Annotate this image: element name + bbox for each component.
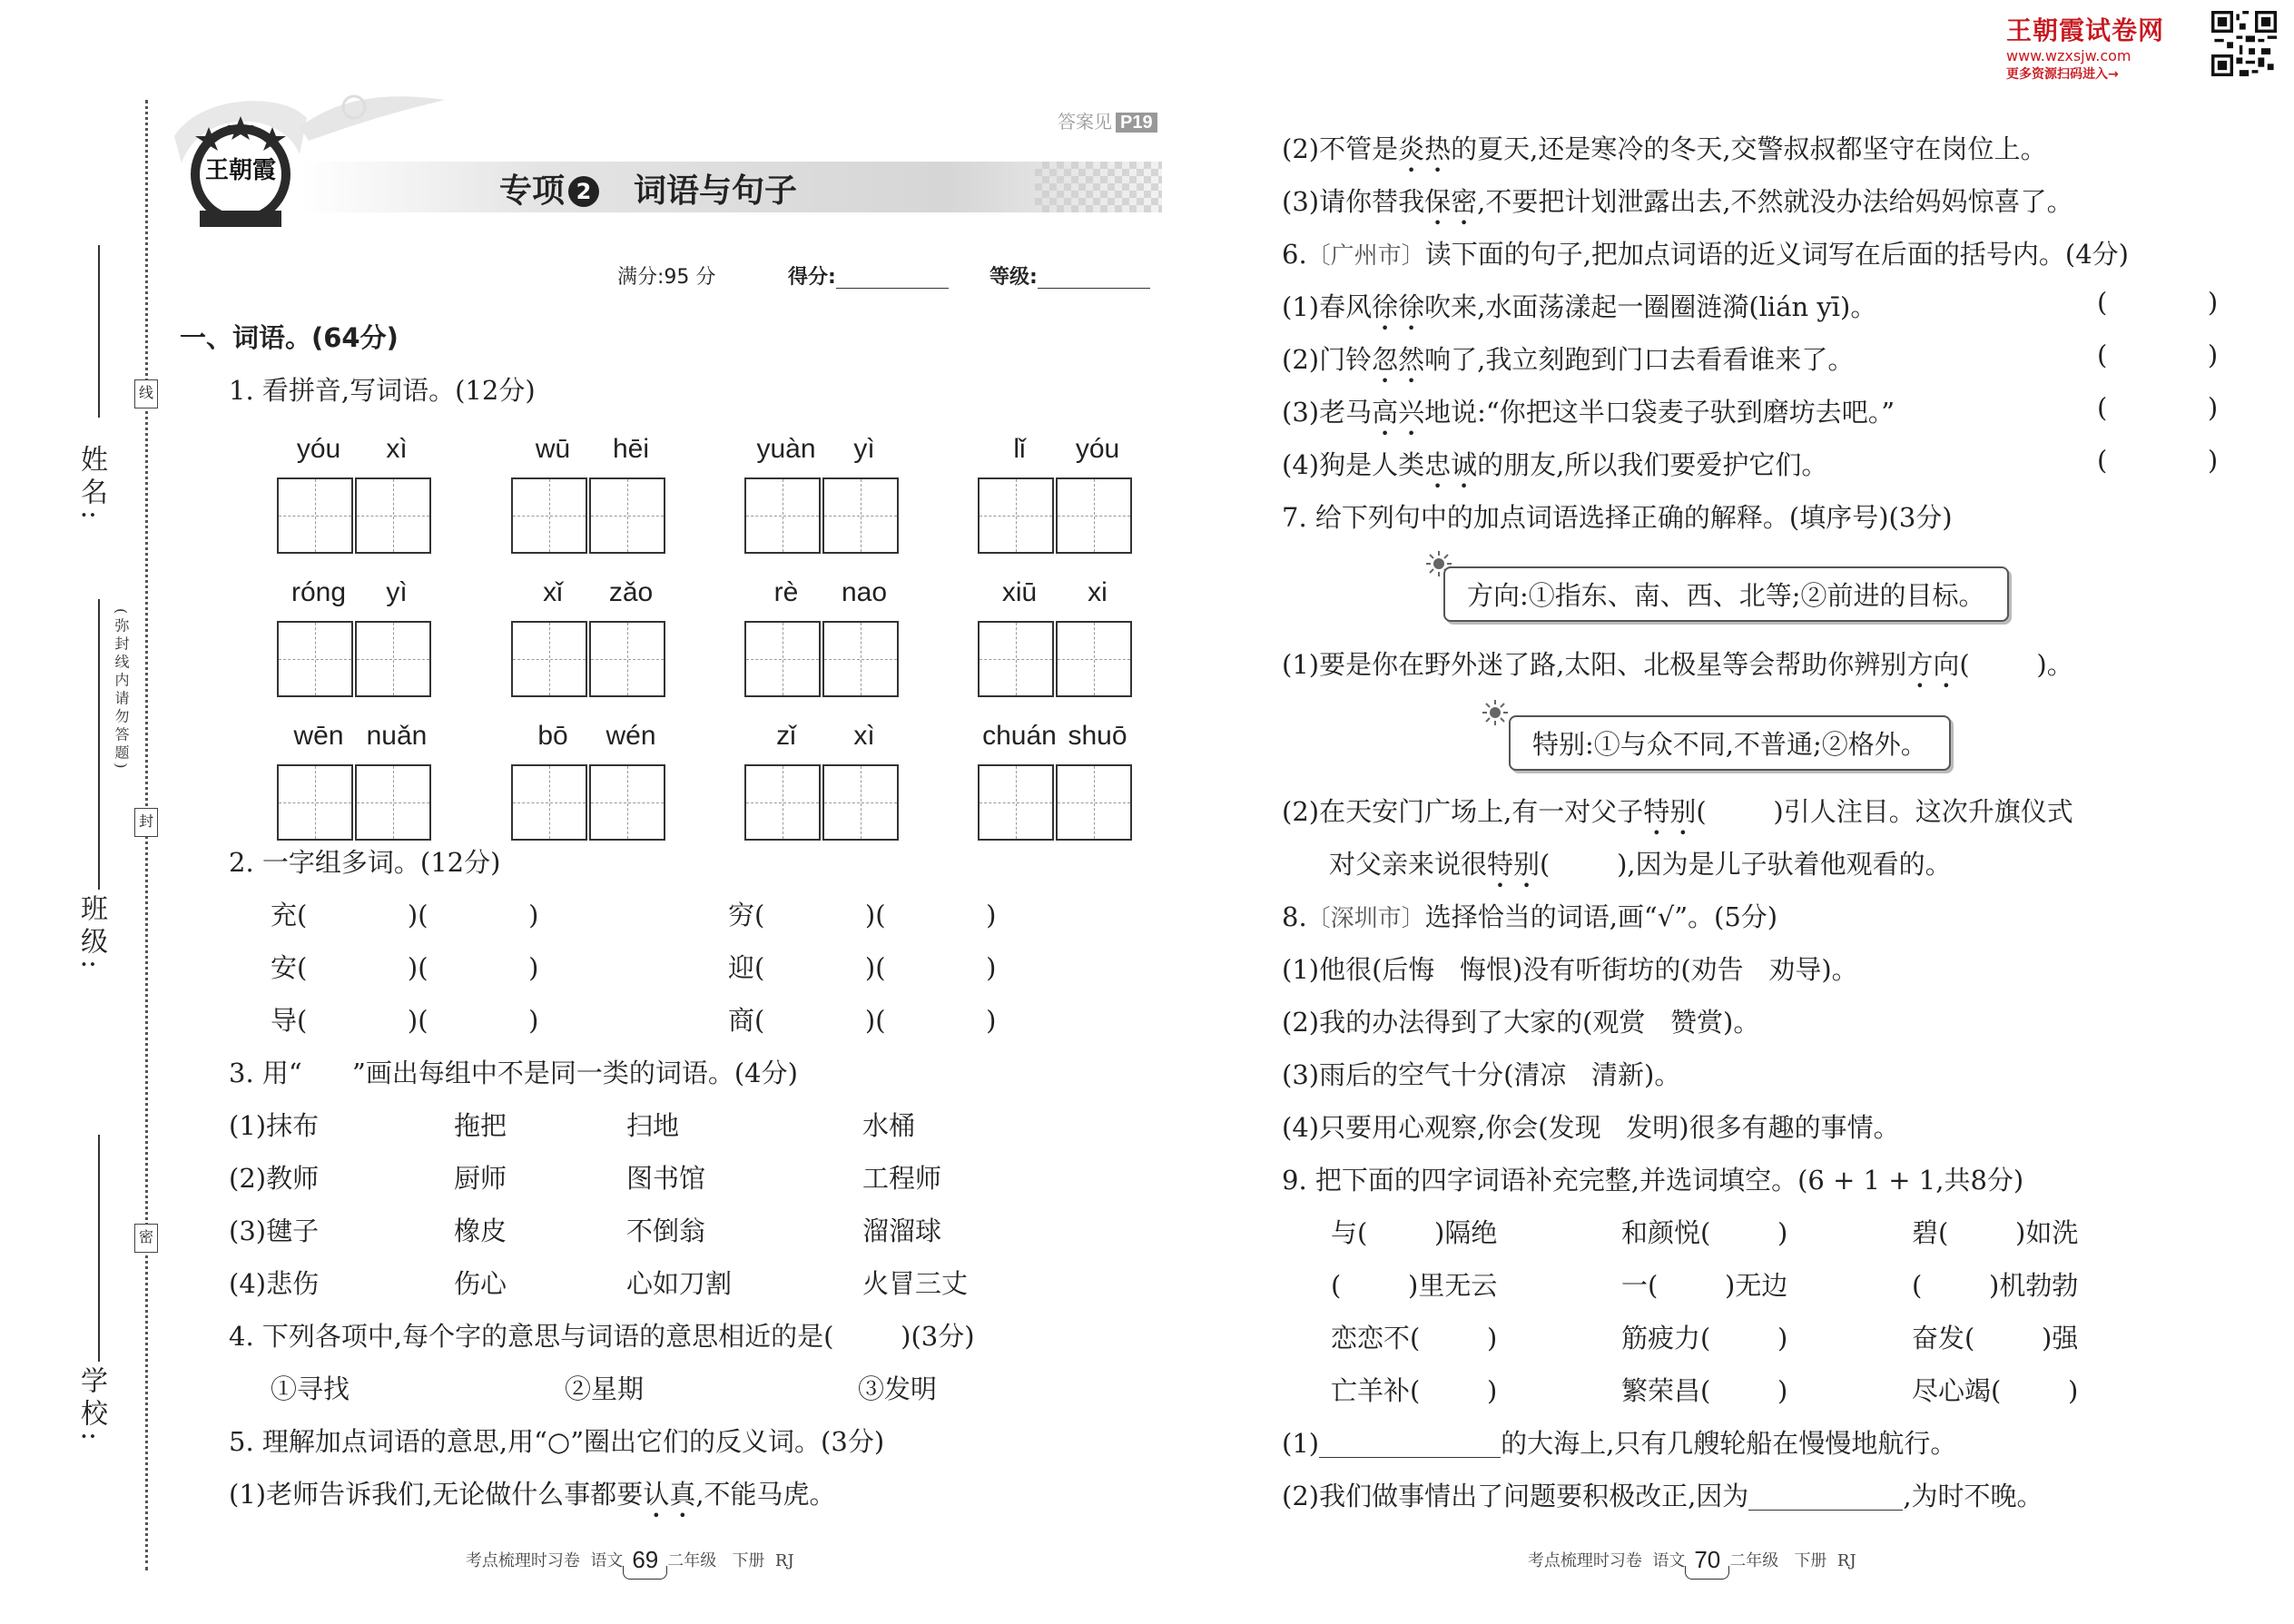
pinyin-syllable: nuǎn — [366, 721, 428, 751]
q3-word[interactable]: 厨师 — [454, 1163, 507, 1194]
pinyin-syllable: chuán — [982, 721, 1057, 751]
special-number-badge: 2 — [568, 176, 599, 207]
seal-box-line: 线 — [134, 379, 158, 408]
dotted-word[interactable]: 炎热 — [1398, 133, 1452, 164]
q3-word-first[interactable]: (3)毽子 — [229, 1216, 320, 1246]
school-label: 学校: — [75, 1366, 107, 1447]
answer-reference: 答案见 P19 — [1058, 107, 1157, 133]
name-blank-line — [98, 245, 100, 418]
q5-prompt: 5. 理解加点词语的意思,用“○”圈出它们的反义词。(3分) — [229, 1426, 885, 1457]
idiom-blank[interactable]: 奋发( )强 — [1912, 1323, 2079, 1353]
pinyin-syllable: wū — [535, 434, 571, 464]
tianzi-writing-box[interactable] — [589, 621, 665, 697]
pinyin-syllable: yóu — [296, 434, 341, 464]
q7-prompt: 7. 给下列句中的加点词语选择正确的解释。(填序号)(3分) — [1282, 502, 1953, 533]
q3-prompt: 3. 用“ ”画出每组中不是同一类的词语。(4分) — [229, 1058, 798, 1088]
seal-box-seal: 封 — [134, 808, 158, 837]
q4-prompt: 4. 下列各项中,每个字的意思与词语的意思相近的是( )(3分) — [229, 1321, 975, 1352]
idiom-blank[interactable]: 一( )无边 — [1621, 1270, 1788, 1301]
q7-sentence-2-cont: 对父亲来说很特别( ),因为是儿子驮着他观看的。 — [1329, 849, 1952, 880]
q3-word[interactable]: 橡皮 — [454, 1216, 507, 1246]
pinyin-syllable: yóu — [1075, 434, 1120, 464]
pinyin-syllable: xi — [1088, 577, 1108, 607]
pinyin-syllable: shuō — [1068, 721, 1127, 751]
dotted-word[interactable]: 特别 — [1643, 796, 1697, 827]
logo-text: 王朝霞 — [204, 157, 277, 184]
tianzi-writing-box[interactable] — [1056, 477, 1132, 554]
q9-fill-1: (1) 的大海上,只有几艘轮船在慢慢地航行。 — [1282, 1428, 1957, 1459]
q6-item: (1)春风徐徐吹来,水面荡漾起一圈圈涟漪(lián yī)。 — [1282, 291, 1877, 322]
pinyin-syllable: xiū — [1001, 577, 1038, 607]
tianzi-writing-box[interactable] — [589, 764, 665, 841]
sun-icon — [1482, 699, 1509, 726]
full-score: 满分:95 分 — [617, 266, 716, 289]
q7-sentence-1: (1)要是你在野外迷了路,太阳、北极星等会帮助你辨别方向( )。 — [1282, 649, 2073, 680]
q3-word-first[interactable]: (4)悲伤 — [229, 1268, 320, 1299]
q8-prompt: 8.〔深圳市〕选择恰当的词语,画“√”。(5分) — [1282, 901, 1778, 932]
pinyin-syllable: zǎo — [608, 577, 654, 607]
pinyin-syllable: hēi — [612, 434, 650, 464]
pinyin-syllable: rè — [773, 577, 799, 607]
pinyin-syllable: wēn — [293, 721, 344, 751]
q6-item: (3)老马高兴地说:“你把这半口袋麦子驮到磨坊去吧。” — [1282, 397, 1895, 428]
tianzi-writing-box[interactable] — [355, 477, 431, 554]
dotted-word[interactable]: 徐徐 — [1372, 291, 1425, 322]
page-number: 69 — [632, 1546, 659, 1573]
region-tag: 〔深圳市〕 — [1306, 905, 1425, 932]
tianzi-writing-box[interactable] — [277, 477, 353, 554]
seal-note: (弥封线内请勿答题) — [113, 608, 130, 773]
brand-url[interactable]: www.wzxsjw.com — [2006, 47, 2132, 64]
q4-option[interactable]: ①寻找 — [271, 1373, 350, 1404]
seal-box-secret: 密 — [134, 1224, 158, 1253]
q8-item[interactable]: (1)他很(后悔 悔恨)没有听街坊的(劝告 劝导)。 — [1282, 954, 1858, 985]
tianzi-writing-box[interactable] — [511, 764, 587, 841]
q1-prompt: 1. 看拼音,写词语。(12分) — [229, 375, 536, 406]
name-label: 姓名: — [75, 445, 107, 526]
q3-word[interactable]: 拖把 — [454, 1110, 507, 1141]
idiom-blank[interactable]: 恋恋不( ) — [1331, 1323, 1498, 1353]
brand-name: 王朝霞试卷网 — [2006, 15, 2165, 45]
tianzi-writing-box[interactable] — [822, 764, 899, 841]
brand-banner[interactable] — [2006, 11, 2206, 83]
pinyin-syllable: róng — [290, 577, 347, 607]
pinyin-syllable: wén — [605, 721, 656, 751]
tianzi-writing-box[interactable] — [1056, 764, 1132, 841]
tianzi-writing-box[interactable] — [978, 764, 1054, 841]
pinyin-syllable: yì — [386, 577, 408, 607]
answer-blank[interactable] — [1748, 1487, 1903, 1511]
pinyin-syllable: yì — [853, 434, 875, 464]
q3-word[interactable]: 溜溜球 — [862, 1216, 942, 1246]
pinyin-syllable: xì — [386, 434, 408, 464]
answer-parenthesis[interactable]: ( ) — [2097, 445, 2219, 476]
school-blank-line — [98, 1135, 100, 1362]
pinyin-syllable: lǐ — [1013, 434, 1026, 464]
q8-item[interactable]: (4)只要用心观察,你会(发现 发明)很多有趣的事情。 — [1282, 1112, 1900, 1143]
idiom-blank[interactable]: 尽心竭( ) — [1912, 1375, 2079, 1406]
score-field[interactable]: 得分: — [788, 261, 949, 290]
ribbon-decoration-icon — [300, 91, 454, 145]
tianzi-writing-box[interactable] — [511, 621, 587, 697]
tianzi-writing-box[interactable] — [978, 621, 1054, 697]
q2-item[interactable]: 迎( )( ) — [728, 952, 997, 983]
q2-prompt: 2. 一字组多词。(12分) — [229, 847, 501, 878]
q6-item: (4)狗是人类忠诚的朋友,所以我们要爱护它们。 — [1282, 449, 1828, 480]
idiom-blank[interactable]: 和颜悦( ) — [1621, 1217, 1788, 1248]
idiom-blank[interactable]: ( )机勃勃 — [1912, 1270, 2079, 1301]
tianzi-writing-box[interactable] — [511, 477, 587, 554]
idiom-blank[interactable]: ( )里无云 — [1331, 1270, 1498, 1301]
q3-word-first[interactable]: (2)教师 — [229, 1163, 320, 1194]
pinyin-syllable: nao — [841, 577, 888, 607]
tianzi-writing-box[interactable] — [978, 477, 1054, 554]
class-label: 班级: — [75, 894, 107, 975]
tianzi-writing-box[interactable] — [822, 621, 899, 697]
idiom-blank[interactable]: 亡羊补( ) — [1331, 1375, 1498, 1406]
dotted-word[interactable]: 方向 — [1906, 649, 1960, 680]
q2-item[interactable]: 充( )( ) — [271, 900, 539, 930]
definition-box: 方向:①指东、南、西、北等;②前进的目标。 — [1443, 566, 2009, 622]
q9-fill-2: (2)我们做事情出了问题要积极改正,因为 ,为时不晚。 — [1282, 1481, 2043, 1511]
tianzi-writing-box[interactable] — [589, 477, 665, 554]
answer-blank[interactable] — [1319, 1434, 1501, 1458]
q4-option[interactable]: ③发明 — [858, 1373, 938, 1404]
q2-item[interactable]: 商( )( ) — [728, 1005, 997, 1036]
section-heading: 一、词语。(64分) — [180, 322, 399, 353]
dotted-word[interactable]: 认真 — [643, 1479, 696, 1510]
right-page — [1180, 0, 2294, 1624]
q9-prompt: 9. 把下面的四字词语补充完整,并选词填空。(6 + 1 + 1,共8分) — [1282, 1165, 2024, 1196]
region-tag: 〔广州市〕 — [1306, 242, 1425, 270]
tianzi-writing-box[interactable] — [744, 621, 821, 697]
dotted-word[interactable]: 忽然 — [1372, 344, 1425, 375]
q3-word[interactable]: 火冒三丈 — [862, 1268, 969, 1299]
q3-word[interactable]: 心如刀割 — [626, 1268, 733, 1299]
answer-parenthesis[interactable]: ( ) — [2097, 392, 2219, 423]
page-number: 70 — [1694, 1546, 1721, 1573]
tianzi-writing-box[interactable] — [277, 764, 353, 841]
dotted-word[interactable]: 特别 — [1487, 849, 1541, 880]
tianzi-writing-box[interactable] — [744, 477, 821, 554]
q5-sentence-2: (2)不管是炎热的夏天,还是寒冷的冬天,交警叔叔都坚守在岗位上。 — [1282, 133, 2047, 164]
idiom-blank[interactable]: 与( )隔绝 — [1331, 1217, 1498, 1248]
definition-box: 特别:①与众不同,不普通;②格外。 — [1509, 715, 1951, 771]
idiom-blank[interactable]: 筋疲力( ) — [1621, 1323, 1788, 1353]
q3-word[interactable]: 伤心 — [454, 1268, 507, 1299]
idiom-blank[interactable]: 繁荣昌( ) — [1621, 1375, 1788, 1406]
q8-item[interactable]: (3)雨后的空气十分(清凉 清新)。 — [1282, 1059, 1681, 1090]
q3-word[interactable]: 工程师 — [862, 1163, 942, 1194]
tianzi-writing-box[interactable] — [822, 477, 899, 554]
q3-word[interactable]: 不倒翁 — [626, 1216, 706, 1246]
page-title: 专项 2 词语与句子 — [499, 172, 798, 210]
dotted-word[interactable]: 高兴 — [1372, 397, 1425, 428]
pinyin-syllable: yuàn — [756, 434, 816, 464]
pinyin-syllable: bō — [537, 721, 568, 751]
q4-option[interactable]: ②星期 — [565, 1373, 645, 1404]
tianzi-writing-box[interactable] — [1056, 621, 1132, 697]
tianzi-writing-box[interactable] — [277, 621, 353, 697]
q3-word[interactable]: 图书馆 — [626, 1163, 706, 1194]
q2-item[interactable]: 穷( )( ) — [728, 900, 997, 930]
idiom-blank[interactable]: 碧( )如洗 — [1912, 1217, 2079, 1248]
grade-field[interactable]: 等级: — [989, 261, 1150, 290]
pinyin-syllable: xì — [853, 721, 875, 751]
tianzi-writing-box[interactable] — [355, 764, 431, 841]
pinyin-syllable: zǐ — [776, 721, 796, 751]
tianzi-writing-box[interactable] — [744, 764, 821, 841]
qr-code-icon[interactable] — [2211, 11, 2277, 76]
checker-decoration — [1035, 162, 1162, 212]
dotted-word[interactable]: 忠诚 — [1424, 449, 1478, 480]
q3-word[interactable]: 水桶 — [862, 1110, 916, 1141]
q8-item[interactable]: (2)我的办法得到了大家的(观赏 赞赏)。 — [1282, 1007, 1760, 1038]
q6-item: (2)门铃忽然响了,我立刻跑到门口去看看谁来了。 — [1282, 344, 1855, 375]
answer-parenthesis[interactable]: ( ) — [2097, 340, 2219, 370]
q5-sentence-3: (3)请你替我保密,不要把计划泄露出去,不然就没办法给妈妈惊喜了。 — [1282, 186, 2073, 217]
pinyin-syllable: xǐ — [543, 577, 563, 607]
brand-slogan: 更多资源扫码进入→ — [2006, 67, 2119, 82]
footer-left: 考点梳理时习卷 语文 69 二年级 下册 RJ — [465, 1546, 794, 1573]
q7-sentence-2: (2)在天安门广场上,有一对父子特别( )引人注目。这次升旗仪式 — [1282, 796, 2073, 827]
q3-word[interactable]: 扫地 — [626, 1110, 680, 1141]
q6-prompt: 6.〔广州市〕读下面的句子,把加点词语的近义词写在后面的括号内。(4分) — [1282, 239, 2129, 270]
dotted-word[interactable]: 保密 — [1424, 186, 1478, 217]
tianzi-writing-box[interactable] — [355, 621, 431, 697]
footer-right: 考点梳理时习卷 语文 70 二年级 下册 RJ — [1527, 1546, 1856, 1573]
class-blank-line — [98, 599, 100, 890]
q2-item[interactable]: 导( )( ) — [271, 1005, 539, 1036]
q5-sentence-1: (1)老师告诉我们,无论做什么事都要认真,不能马虎。 — [229, 1479, 836, 1510]
q3-word-first[interactable]: (1)抹布 — [229, 1110, 320, 1141]
brand-logo-icon — [172, 100, 309, 236]
answer-parenthesis[interactable]: ( ) — [2097, 287, 2219, 318]
q2-item[interactable]: 安( )( ) — [271, 952, 539, 983]
